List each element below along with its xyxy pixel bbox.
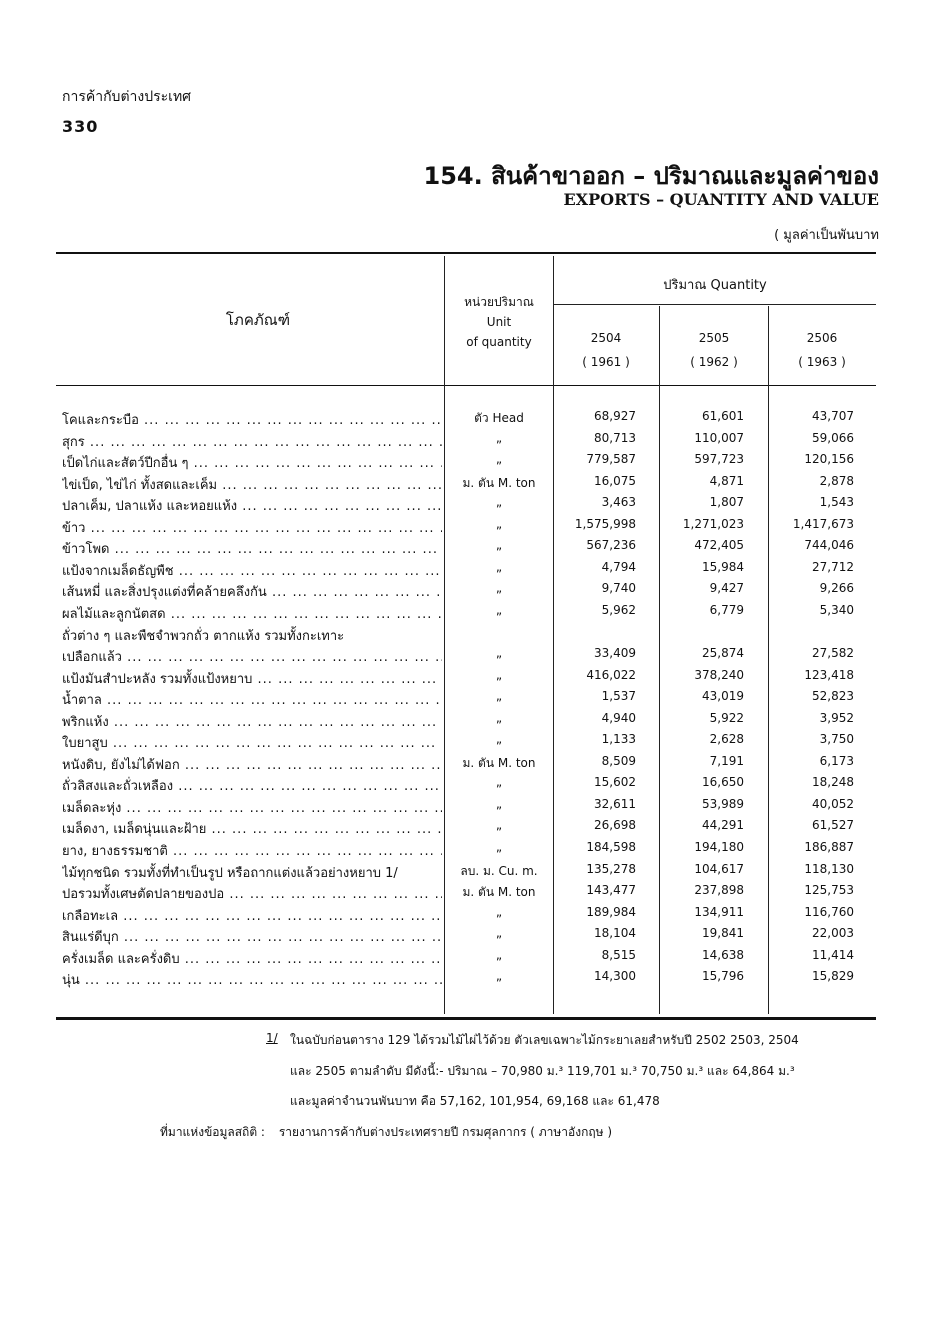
quantity-cell-2504: 16,075 bbox=[594, 474, 636, 488]
unit-cell: ตัว Head bbox=[474, 411, 524, 425]
commodity-label: โคและกระบือ ... . bbox=[62, 409, 442, 430]
year-ce: ( 1961 ) bbox=[582, 355, 630, 369]
table-row bbox=[56, 409, 876, 431]
commodity-label: เมล็ดละหุ่ง ... . bbox=[62, 797, 442, 818]
commodity-label: สินแร่ดีบุก ... . bbox=[62, 926, 442, 947]
quantity-cell-2506: 61,527 bbox=[812, 818, 854, 832]
unit-cell: „ bbox=[495, 452, 503, 466]
quantity-cell-2506: 123,418 bbox=[804, 668, 854, 682]
quantity-cell-2506: 3,750 bbox=[819, 732, 854, 746]
table-row bbox=[56, 840, 876, 862]
quantity-cell-2506: 125,753 bbox=[804, 883, 854, 897]
table-row bbox=[56, 452, 876, 474]
quantity-cell-2506: 59,066 bbox=[812, 431, 854, 445]
quantity-cell-2506: 1,417,673 bbox=[792, 517, 854, 531]
table-row bbox=[56, 517, 876, 539]
quantity-cell-2506: 744,046 bbox=[804, 538, 854, 552]
quantity-cell-2504: 189,984 bbox=[586, 905, 636, 919]
table-row bbox=[56, 668, 876, 690]
quantity-cell-2504: 15,602 bbox=[594, 775, 636, 789]
unit-cell: „ bbox=[495, 560, 503, 574]
unit-cell: „ bbox=[495, 732, 503, 746]
quantity-cell-2505: 19,841 bbox=[702, 926, 744, 940]
source-note bbox=[160, 1123, 612, 1142]
table-row bbox=[56, 538, 876, 560]
commodity-label: ถั่วต่าง ๆ และพืชจำพวกถั่ว ตากแห้ง รวมทั้งกะเทาะ bbox=[62, 629, 345, 644]
section-header: การค้ากับต่างประเทศ bbox=[62, 89, 192, 105]
quantity-cell-2506: 1,543 bbox=[819, 495, 854, 509]
quantity-cell-2506: 27,712 bbox=[812, 560, 854, 574]
table-row bbox=[56, 711, 876, 733]
quantity-cell-2504: 1,575,998 bbox=[574, 517, 636, 531]
commodity-label: เส้นหมี่ และสิ่งปรุงแต่งที่คล้ายคลึงกัน ... . bbox=[62, 581, 442, 602]
commodity-label: ไม้ทุกชนิด รวมทั้งที่ทำเป็นรูป หรือถากแต่งแล้วอย่างหยาบ 1/ bbox=[62, 866, 398, 881]
quantity-cell-2505: 25,874 bbox=[702, 646, 744, 660]
page-number: 330 bbox=[62, 117, 99, 136]
table-row bbox=[56, 948, 876, 970]
table-row bbox=[56, 646, 876, 668]
table-row bbox=[56, 818, 876, 840]
quantity-cell-2504: 1,133 bbox=[601, 732, 636, 746]
unit-cell: „ bbox=[495, 431, 503, 445]
quantity-cell-2505: 597,723 bbox=[694, 452, 744, 466]
quantity-cell-2504: 1,537 bbox=[601, 689, 636, 703]
table-row bbox=[56, 754, 876, 776]
commodity-label: เมล็ดงา, เมล็ดนุ่นและฝ้าย ... . bbox=[62, 818, 442, 839]
table-row bbox=[56, 775, 876, 797]
unit-cell: ม. ตัน M. ton bbox=[462, 476, 536, 490]
quantity-cell-2506: 40,052 bbox=[812, 797, 854, 811]
value-unit-note: ( มูลค่าเป็นพันบาท bbox=[774, 228, 879, 243]
footnote-line-2: และ 2505 ตามลำดับ มีดังนี้:- ปริมาณ – 70,980 ม.³ 119,701 ม.³ 70,750 ม.³ และ 64,864 ม.³ bbox=[290, 1064, 795, 1078]
unit-cell: „ bbox=[495, 818, 503, 832]
quantity-cell-2506: 22,003 bbox=[812, 926, 854, 940]
quantity-column-header: ปริมาณ Quantity bbox=[663, 278, 767, 293]
quantity-cell-2504: 80,713 bbox=[594, 431, 636, 445]
quantity-cell-2505: 15,796 bbox=[702, 969, 744, 983]
quantity-cell-2505: 237,898 bbox=[694, 883, 744, 897]
quantity-cell-2505: 5,922 bbox=[709, 711, 744, 725]
table-row bbox=[56, 862, 876, 884]
quantity-cell-2505: 61,601 bbox=[702, 409, 744, 423]
table-top-rule bbox=[56, 252, 876, 254]
source-label: ที่มาแห่งข้อมูลสถิติ : bbox=[160, 1125, 265, 1139]
quantity-cell-2504: 184,598 bbox=[586, 840, 636, 854]
quantity-cell-2504: 9,740 bbox=[601, 581, 636, 595]
commodity-label: ถั่วลิสงและถั่วเหลือง ... . bbox=[62, 775, 442, 796]
quantity-cell-2504: 4,794 bbox=[601, 560, 636, 574]
quantity-cell-2505: 15,984 bbox=[702, 560, 744, 574]
commodity-label: พริกแห้ง ... . bbox=[62, 711, 442, 732]
quantity-cell-2506: 18,248 bbox=[812, 775, 854, 789]
quantity-cell-2505: 9,427 bbox=[709, 581, 744, 595]
commodity-label: แป้งมันสำปะหลัง รวมทั้งแป้งหยาบ ... . bbox=[62, 668, 442, 689]
table-row bbox=[56, 474, 876, 496]
year-ce: ( 1962 ) bbox=[690, 355, 738, 369]
quantity-cell-2506: 118,130 bbox=[804, 862, 854, 876]
unit-cell: „ bbox=[495, 797, 503, 811]
quantity-cell-2505: 110,007 bbox=[694, 431, 744, 445]
unit-cell: „ bbox=[495, 969, 503, 983]
footnote-line-1: ในฉบับก่อนตาราง 129 ได้รวมไม้ไผ่ไว้ด้วย ตัวเลขเฉพาะไม้กระยาเลยสำหรับปี 2502 2503, 2504 bbox=[290, 1033, 799, 1047]
commodity-label: เปลือกแล้ว ... . bbox=[62, 646, 442, 667]
quantity-cell-2504: 26,698 bbox=[594, 818, 636, 832]
quantity-cell-2506: 52,823 bbox=[812, 689, 854, 703]
quantity-cell-2505: 14,638 bbox=[702, 948, 744, 962]
commodity-label: ยาง, ยางธรรมชาติ ... . bbox=[62, 840, 442, 861]
commodity-label: ไข่เป็ด, ไข่ไก่ ทั้งสดและเค็ม ... . bbox=[62, 474, 442, 495]
quantity-cell-2504: 567,236 bbox=[586, 538, 636, 552]
commodity-label: ผลไม้และลูกนัตสด ... . bbox=[62, 603, 442, 624]
unit-cell: ลบ. ม. Cu. m. bbox=[460, 864, 538, 878]
quantity-cell-2505: 378,240 bbox=[694, 668, 744, 682]
quantity-cell-2504: 8,515 bbox=[601, 948, 636, 962]
unit-header-english-1: Unit bbox=[486, 315, 512, 329]
unit-cell: „ bbox=[495, 517, 503, 531]
unit-cell: „ bbox=[495, 948, 503, 962]
commodity-label: แป้งจากเมล็ดธัญพืช ... . bbox=[62, 560, 442, 581]
page-title-english: EXPORTS – QUANTITY AND VALUE bbox=[563, 190, 879, 209]
unit-cell: „ bbox=[495, 689, 503, 703]
unit-cell: ม. ตัน M. ton bbox=[462, 756, 536, 770]
commodity-label: ครั่งเมล็ด และครั่งดิบ ... . bbox=[62, 948, 442, 969]
quantity-cell-2505: 44,291 bbox=[702, 818, 744, 832]
quantity-cell-2504: 32,611 bbox=[594, 797, 636, 811]
unit-cell: „ bbox=[495, 668, 503, 682]
table-row bbox=[56, 969, 876, 991]
commodity-label: นุ่น ... . bbox=[62, 969, 442, 990]
commodity-label: ข้าวโพด ... . bbox=[62, 538, 442, 559]
unit-cell: „ bbox=[495, 581, 503, 595]
quantity-cell-2506: 116,760 bbox=[804, 905, 854, 919]
quantity-cell-2505: 1,807 bbox=[709, 495, 744, 509]
quantity-cell-2506: 11,414 bbox=[812, 948, 854, 962]
quantity-cell-2504: 68,927 bbox=[594, 409, 636, 423]
commodity-label: ใบยาสูบ ... . bbox=[62, 732, 442, 753]
page-title-thai: 154. สินค้าขาออก – ปริมาณและมูลค่าของ bbox=[423, 162, 879, 190]
unit-cell: „ bbox=[495, 905, 503, 919]
quantity-cell-2505: 43,019 bbox=[702, 689, 744, 703]
year-be: 2505 bbox=[698, 331, 730, 345]
table-row bbox=[56, 431, 876, 453]
unit-cell: „ bbox=[495, 840, 503, 854]
quantity-cell-2506: 2,878 bbox=[819, 474, 854, 488]
quantity-cell-2504: 135,278 bbox=[586, 862, 636, 876]
quantity-cell-2504: 33,409 bbox=[594, 646, 636, 660]
commodity-label: เกลือทะเล ... . bbox=[62, 905, 442, 926]
unit-cell: „ bbox=[495, 538, 503, 552]
source-text: รายงานการค้ากับต่างประเทศรายปี กรมศุลกากร ( ภาษาอังกฤษ ) bbox=[278, 1125, 613, 1139]
footnote-mark: 1/ bbox=[266, 1031, 278, 1045]
quantity-cell-2505: 104,617 bbox=[694, 862, 744, 876]
table-row bbox=[56, 625, 876, 647]
unit-cell: „ bbox=[495, 646, 503, 660]
unit-column-header bbox=[446, 292, 552, 352]
quantity-cell-2505: 194,180 bbox=[694, 840, 744, 854]
quantity-header-rule bbox=[554, 304, 876, 305]
quantity-cell-2506: 9,266 bbox=[819, 581, 854, 595]
commodity-label: น้ำตาล ... . bbox=[62, 689, 442, 710]
quantity-cell-2504: 779,587 bbox=[586, 452, 636, 466]
unit-cell: „ bbox=[495, 926, 503, 940]
unit-header-english-2: of quantity bbox=[466, 335, 532, 349]
table-row bbox=[56, 797, 876, 819]
year-header-2505 bbox=[666, 326, 762, 374]
table-bottom-rule bbox=[56, 1017, 876, 1020]
unit-cell: „ bbox=[495, 711, 503, 725]
quantity-cell-2504: 18,104 bbox=[594, 926, 636, 940]
quantity-cell-2506: 3,952 bbox=[819, 711, 854, 725]
table-row bbox=[56, 883, 876, 905]
quantity-cell-2505: 2,628 bbox=[709, 732, 744, 746]
quantity-cell-2505: 134,911 bbox=[694, 905, 744, 919]
table-row bbox=[56, 603, 876, 625]
quantity-cell-2506: 5,340 bbox=[819, 603, 854, 617]
table-row bbox=[56, 560, 876, 582]
quantity-cell-2505: 1,271,023 bbox=[682, 517, 744, 531]
commodity-label: ปอรวมทั้งเศษตัดปลายของปอ ... . bbox=[62, 883, 442, 904]
quantity-cell-2506: 43,707 bbox=[812, 409, 854, 423]
year-ce: ( 1963 ) bbox=[798, 355, 846, 369]
quantity-cell-2504: 4,940 bbox=[601, 711, 636, 725]
quantity-cell-2506: 6,173 bbox=[819, 754, 854, 768]
quantity-cell-2504: 8,509 bbox=[601, 754, 636, 768]
table-row bbox=[56, 732, 876, 754]
unit-header-thai: หน่วยปริมาณ bbox=[464, 295, 534, 309]
table-header-rule bbox=[56, 385, 876, 386]
quantity-cell-2505: 472,405 bbox=[694, 538, 744, 552]
quantity-cell-2505: 7,191 bbox=[709, 754, 744, 768]
quantity-cell-2506: 186,887 bbox=[804, 840, 854, 854]
quantity-cell-2504: 5,962 bbox=[601, 603, 636, 617]
footnote-line-3: และมูลค่าจำนวนพันบาท คือ 57,162, 101,954, 69,168 และ 61,478 bbox=[290, 1094, 660, 1108]
commodity-label: สุกร ... . bbox=[62, 431, 442, 452]
table-row bbox=[56, 495, 876, 517]
unit-cell: „ bbox=[495, 603, 503, 617]
quantity-cell-2505: 16,650 bbox=[702, 775, 744, 789]
quantity-cell-2504: 143,477 bbox=[586, 883, 636, 897]
commodity-column-header: โภคภัณฑ์ bbox=[225, 311, 291, 329]
quantity-cell-2505: 53,989 bbox=[702, 797, 744, 811]
table-row bbox=[56, 905, 876, 927]
quantity-cell-2504: 14,300 bbox=[594, 969, 636, 983]
commodity-label: หนังดิบ, ยังไม่ได้ฟอก ... . bbox=[62, 754, 442, 775]
unit-cell: ม. ตัน M. ton bbox=[462, 885, 536, 899]
quantity-cell-2506: 27,582 bbox=[812, 646, 854, 660]
table-row bbox=[56, 581, 876, 603]
quantity-cell-2504: 3,463 bbox=[601, 495, 636, 509]
table-row bbox=[56, 926, 876, 948]
table-row bbox=[56, 689, 876, 711]
commodity-label: ข้าว ... . bbox=[62, 517, 442, 538]
year-be: 2504 bbox=[590, 331, 622, 345]
commodity-label: ปลาเค็ม, ปลาแห้ง และหอยแห้ง ... . bbox=[62, 495, 442, 516]
quantity-cell-2506: 120,156 bbox=[804, 452, 854, 466]
commodity-label: เป็ดไก่และสัตว์ปีกอื่น ๆ ... . bbox=[62, 452, 442, 473]
year-be: 2506 bbox=[806, 331, 838, 345]
year-header-2506 bbox=[774, 326, 870, 374]
quantity-cell-2505: 4,871 bbox=[709, 474, 744, 488]
quantity-cell-2504: 416,022 bbox=[586, 668, 636, 682]
unit-cell: „ bbox=[495, 495, 503, 509]
quantity-cell-2505: 6,779 bbox=[709, 603, 744, 617]
quantity-cell-2506: 15,829 bbox=[812, 969, 854, 983]
unit-cell: „ bbox=[495, 775, 503, 789]
year-header-2504 bbox=[558, 326, 654, 374]
